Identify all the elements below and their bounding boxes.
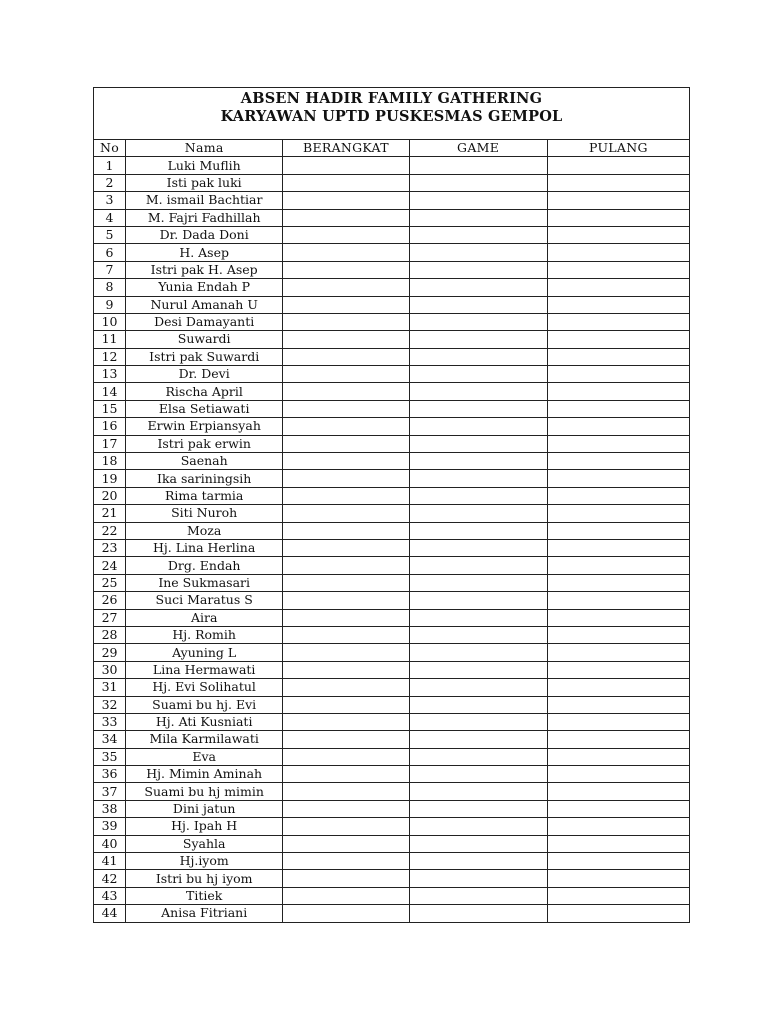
title-line-1: ABSEN HADIR FAMILY GATHERING bbox=[240, 90, 543, 107]
table-row bbox=[94, 418, 690, 435]
table-row bbox=[94, 818, 690, 835]
table-row bbox=[94, 731, 690, 748]
row-no-cell: 33 bbox=[94, 713, 126, 730]
pulang-cell[interactable] bbox=[547, 835, 689, 852]
row-name-cell: Anisa Fitriani bbox=[126, 905, 283, 922]
berangkat-cell[interactable] bbox=[283, 539, 409, 556]
berangkat-cell[interactable] bbox=[283, 818, 409, 835]
row-no-cell: 29 bbox=[94, 644, 126, 661]
row-no-cell: 9 bbox=[94, 296, 126, 313]
pulang-cell[interactable] bbox=[547, 487, 689, 504]
pulang-cell[interactable] bbox=[547, 557, 689, 574]
row-no-cell: 25 bbox=[94, 574, 126, 591]
row-no-cell: 12 bbox=[94, 348, 126, 365]
pulang-cell[interactable] bbox=[547, 505, 689, 522]
row-name-cell: Lina Hermawati bbox=[126, 661, 283, 678]
pulang-cell[interactable] bbox=[547, 887, 689, 904]
row-name-cell: Suami bu hj. Evi bbox=[126, 696, 283, 713]
berangkat-cell[interactable] bbox=[283, 574, 409, 591]
table-row bbox=[94, 696, 690, 713]
pulang-cell[interactable] bbox=[547, 661, 689, 678]
pulang-cell[interactable] bbox=[547, 435, 689, 452]
table-row bbox=[94, 400, 690, 417]
row-name-cell: Hj. Ati Kusniati bbox=[126, 713, 283, 730]
pulang-cell[interactable] bbox=[547, 400, 689, 417]
table-row bbox=[94, 644, 690, 661]
berangkat-cell[interactable] bbox=[283, 870, 409, 887]
game-cell[interactable] bbox=[409, 366, 547, 383]
pulang-cell[interactable] bbox=[547, 174, 689, 191]
row-no-cell: 7 bbox=[94, 261, 126, 278]
game-cell[interactable] bbox=[409, 157, 547, 174]
game-cell[interactable] bbox=[409, 487, 547, 504]
row-no-cell: 14 bbox=[94, 383, 126, 400]
berangkat-cell[interactable] bbox=[283, 453, 409, 470]
game-cell[interactable] bbox=[409, 696, 547, 713]
attendance-table bbox=[93, 139, 690, 923]
berangkat-cell[interactable] bbox=[283, 296, 409, 313]
pulang-cell[interactable] bbox=[547, 766, 689, 783]
row-no-cell: 6 bbox=[94, 244, 126, 261]
row-no-cell: 39 bbox=[94, 818, 126, 835]
table-row bbox=[94, 470, 690, 487]
game-cell[interactable] bbox=[409, 470, 547, 487]
berangkat-cell[interactable] bbox=[283, 644, 409, 661]
row-no-cell: 17 bbox=[94, 435, 126, 452]
pulang-cell[interactable] bbox=[547, 453, 689, 470]
table-row bbox=[94, 366, 690, 383]
table-row bbox=[94, 226, 690, 243]
title-line-2: KARYAWAN UPTD PUSKESMAS GEMPOL bbox=[220, 108, 563, 125]
row-no-cell: 24 bbox=[94, 557, 126, 574]
game-cell[interactable] bbox=[409, 296, 547, 313]
row-no-cell: 28 bbox=[94, 626, 126, 643]
row-no-cell: 2 bbox=[94, 174, 126, 191]
berangkat-cell[interactable] bbox=[283, 418, 409, 435]
table-row bbox=[94, 174, 690, 191]
row-no-cell: 41 bbox=[94, 853, 126, 870]
row-name-cell: Suami bu hj mimin bbox=[126, 783, 283, 800]
row-name-cell: Hj. Lina Herlina bbox=[126, 539, 283, 556]
table-row bbox=[94, 192, 690, 209]
pulang-cell[interactable] bbox=[547, 383, 689, 400]
game-cell[interactable] bbox=[409, 400, 547, 417]
row-name-cell: Erwin Erpiansyah bbox=[126, 418, 283, 435]
game-cell[interactable] bbox=[409, 783, 547, 800]
row-no-cell: 8 bbox=[94, 279, 126, 296]
table-row bbox=[94, 435, 690, 452]
pulang-cell[interactable] bbox=[547, 366, 689, 383]
row-name-cell: Dr. Dada Doni bbox=[126, 226, 283, 243]
berangkat-cell[interactable] bbox=[283, 348, 409, 365]
pulang-cell[interactable] bbox=[547, 226, 689, 243]
table-row bbox=[94, 539, 690, 556]
row-no-cell: 27 bbox=[94, 609, 126, 626]
game-cell[interactable] bbox=[409, 331, 547, 348]
row-name-cell: Hj. Evi Solihatul bbox=[126, 679, 283, 696]
pulang-cell[interactable] bbox=[547, 261, 689, 278]
row-name-cell: Hj. Romih bbox=[126, 626, 283, 643]
row-no-cell: 31 bbox=[94, 679, 126, 696]
row-name-cell: Hj. Ipah H bbox=[126, 818, 283, 835]
pulang-cell[interactable] bbox=[547, 313, 689, 330]
berangkat-cell[interactable] bbox=[283, 592, 409, 609]
game-cell[interactable] bbox=[409, 313, 547, 330]
game-cell[interactable] bbox=[409, 435, 547, 452]
pulang-cell[interactable] bbox=[547, 696, 689, 713]
row-name-cell: Nurul Amanah U bbox=[126, 296, 283, 313]
pulang-cell[interactable] bbox=[547, 870, 689, 887]
pulang-cell[interactable] bbox=[547, 244, 689, 261]
row-name-cell: Desi Damayanti bbox=[126, 313, 283, 330]
berangkat-cell[interactable] bbox=[283, 679, 409, 696]
row-no-cell: 1 bbox=[94, 157, 126, 174]
game-cell[interactable] bbox=[409, 766, 547, 783]
row-name-cell: Istri bu hj iyom bbox=[126, 870, 283, 887]
berangkat-cell[interactable] bbox=[283, 905, 409, 922]
pulang-cell[interactable] bbox=[547, 296, 689, 313]
berangkat-cell[interactable] bbox=[283, 731, 409, 748]
game-cell[interactable] bbox=[409, 905, 547, 922]
row-no-cell: 35 bbox=[94, 748, 126, 765]
pulang-cell[interactable] bbox=[547, 331, 689, 348]
pulang-cell[interactable] bbox=[547, 522, 689, 539]
berangkat-cell[interactable] bbox=[283, 696, 409, 713]
table-row bbox=[94, 835, 690, 852]
row-no-cell: 43 bbox=[94, 887, 126, 904]
game-cell[interactable] bbox=[409, 418, 547, 435]
pulang-cell[interactable] bbox=[547, 905, 689, 922]
pulang-cell[interactable] bbox=[547, 279, 689, 296]
row-no-cell: 42 bbox=[94, 870, 126, 887]
game-cell[interactable] bbox=[409, 644, 547, 661]
row-name-cell: Istri pak Suwardi bbox=[126, 348, 283, 365]
row-name-cell: Saenah bbox=[126, 453, 283, 470]
berangkat-cell[interactable] bbox=[283, 522, 409, 539]
game-cell[interactable] bbox=[409, 192, 547, 209]
table-row bbox=[94, 331, 690, 348]
table-row bbox=[94, 157, 690, 174]
game-cell[interactable] bbox=[409, 383, 547, 400]
row-no-cell: 4 bbox=[94, 209, 126, 226]
row-name-cell: Titiek bbox=[126, 887, 283, 904]
berangkat-cell[interactable] bbox=[283, 748, 409, 765]
column-header-nama: Nama bbox=[126, 140, 283, 157]
row-name-cell: Ika sariningsih bbox=[126, 470, 283, 487]
berangkat-cell[interactable] bbox=[283, 887, 409, 904]
table-row bbox=[94, 609, 690, 626]
table-row bbox=[94, 783, 690, 800]
game-cell[interactable] bbox=[409, 226, 547, 243]
row-name-cell: Istri pak erwin bbox=[126, 435, 283, 452]
table-row bbox=[94, 905, 690, 922]
row-name-cell: Dr. Devi bbox=[126, 366, 283, 383]
row-no-cell: 3 bbox=[94, 192, 126, 209]
row-name-cell: Siti Nuroh bbox=[126, 505, 283, 522]
pulang-cell[interactable] bbox=[547, 853, 689, 870]
row-name-cell: Istri pak H. Asep bbox=[126, 261, 283, 278]
pulang-cell[interactable] bbox=[547, 348, 689, 365]
row-name-cell: Drg. Endah bbox=[126, 557, 283, 574]
row-no-cell: 40 bbox=[94, 835, 126, 852]
attendance-sheet bbox=[93, 87, 690, 923]
berangkat-cell[interactable] bbox=[283, 713, 409, 730]
berangkat-cell[interactable] bbox=[283, 835, 409, 852]
row-name-cell: Aira bbox=[126, 609, 283, 626]
berangkat-cell[interactable] bbox=[283, 192, 409, 209]
game-cell[interactable] bbox=[409, 505, 547, 522]
row-no-cell: 30 bbox=[94, 661, 126, 678]
row-name-cell: M. ismail Bachtiar bbox=[126, 192, 283, 209]
game-cell[interactable] bbox=[409, 800, 547, 817]
table-row bbox=[94, 661, 690, 678]
row-no-cell: 34 bbox=[94, 731, 126, 748]
game-cell[interactable] bbox=[409, 453, 547, 470]
pulang-cell[interactable] bbox=[547, 418, 689, 435]
berangkat-cell[interactable] bbox=[283, 435, 409, 452]
pulang-cell[interactable] bbox=[547, 192, 689, 209]
pulang-cell[interactable] bbox=[547, 609, 689, 626]
pulang-cell[interactable] bbox=[547, 731, 689, 748]
row-no-cell: 23 bbox=[94, 539, 126, 556]
row-name-cell: Isti pak luki bbox=[126, 174, 283, 191]
berangkat-cell[interactable] bbox=[283, 383, 409, 400]
row-name-cell: Syahla bbox=[126, 835, 283, 852]
berangkat-cell[interactable] bbox=[283, 244, 409, 261]
pulang-cell[interactable] bbox=[547, 713, 689, 730]
game-cell[interactable] bbox=[409, 574, 547, 591]
row-name-cell: H. Asep bbox=[126, 244, 283, 261]
table-row bbox=[94, 574, 690, 591]
game-cell[interactable] bbox=[409, 713, 547, 730]
row-name-cell: Luki Muflih bbox=[126, 157, 283, 174]
game-cell[interactable] bbox=[409, 279, 547, 296]
row-name-cell: Suwardi bbox=[126, 331, 283, 348]
pulang-cell[interactable] bbox=[547, 539, 689, 556]
berangkat-cell[interactable] bbox=[283, 313, 409, 330]
row-no-cell: 36 bbox=[94, 766, 126, 783]
row-no-cell: 15 bbox=[94, 400, 126, 417]
pulang-cell[interactable] bbox=[547, 626, 689, 643]
column-header-pulang: PULANG bbox=[547, 140, 689, 157]
row-name-cell: Elsa Setiawati bbox=[126, 400, 283, 417]
row-no-cell: 32 bbox=[94, 696, 126, 713]
table-row bbox=[94, 557, 690, 574]
berangkat-cell[interactable] bbox=[283, 505, 409, 522]
game-cell[interactable] bbox=[409, 174, 547, 191]
row-no-cell: 44 bbox=[94, 905, 126, 922]
game-cell[interactable] bbox=[409, 522, 547, 539]
row-no-cell: 11 bbox=[94, 331, 126, 348]
berangkat-cell[interactable] bbox=[283, 557, 409, 574]
table-row bbox=[94, 279, 690, 296]
table-row bbox=[94, 679, 690, 696]
row-no-cell: 5 bbox=[94, 226, 126, 243]
column-header-berangkat: BERANGKAT bbox=[283, 140, 409, 157]
title-box bbox=[93, 87, 690, 139]
row-no-cell: 10 bbox=[94, 313, 126, 330]
table-row bbox=[94, 505, 690, 522]
row-no-cell: 18 bbox=[94, 453, 126, 470]
game-cell[interactable] bbox=[409, 209, 547, 226]
pulang-cell[interactable] bbox=[547, 748, 689, 765]
berangkat-cell[interactable] bbox=[283, 331, 409, 348]
pulang-cell[interactable] bbox=[547, 157, 689, 174]
header-row bbox=[94, 140, 690, 157]
row-name-cell: Eva bbox=[126, 748, 283, 765]
game-cell[interactable] bbox=[409, 557, 547, 574]
game-cell[interactable] bbox=[409, 261, 547, 278]
table-row bbox=[94, 313, 690, 330]
row-name-cell: Mila Karmilawati bbox=[126, 731, 283, 748]
pulang-cell[interactable] bbox=[547, 209, 689, 226]
table-row bbox=[94, 592, 690, 609]
game-cell[interactable] bbox=[409, 244, 547, 261]
table-row bbox=[94, 748, 690, 765]
row-no-cell: 20 bbox=[94, 487, 126, 504]
game-cell[interactable] bbox=[409, 731, 547, 748]
berangkat-cell[interactable] bbox=[283, 766, 409, 783]
row-no-cell: 22 bbox=[94, 522, 126, 539]
game-cell[interactable] bbox=[409, 887, 547, 904]
pulang-cell[interactable] bbox=[547, 470, 689, 487]
berangkat-cell[interactable] bbox=[283, 609, 409, 626]
row-name-cell: Ayuning L bbox=[126, 644, 283, 661]
table-row bbox=[94, 487, 690, 504]
row-no-cell: 13 bbox=[94, 366, 126, 383]
berangkat-cell[interactable] bbox=[283, 487, 409, 504]
berangkat-cell[interactable] bbox=[283, 661, 409, 678]
row-name-cell: Dini jatun bbox=[126, 800, 283, 817]
table-row bbox=[94, 348, 690, 365]
table-row bbox=[94, 887, 690, 904]
berangkat-cell[interactable] bbox=[283, 366, 409, 383]
table-row bbox=[94, 870, 690, 887]
berangkat-cell[interactable] bbox=[283, 226, 409, 243]
berangkat-cell[interactable] bbox=[283, 470, 409, 487]
game-cell[interactable] bbox=[409, 626, 547, 643]
row-name-cell: Ine Sukmasari bbox=[126, 574, 283, 591]
column-header-no: No bbox=[94, 140, 126, 157]
column-header-game: GAME bbox=[409, 140, 547, 157]
table-row bbox=[94, 713, 690, 730]
table-row bbox=[94, 244, 690, 261]
row-no-cell: 21 bbox=[94, 505, 126, 522]
pulang-cell[interactable] bbox=[547, 679, 689, 696]
pulang-cell[interactable] bbox=[547, 783, 689, 800]
game-cell[interactable] bbox=[409, 592, 547, 609]
pulang-cell[interactable] bbox=[547, 592, 689, 609]
berangkat-cell[interactable] bbox=[283, 400, 409, 417]
table-row bbox=[94, 853, 690, 870]
game-cell[interactable] bbox=[409, 539, 547, 556]
row-name-cell: Yunia Endah P bbox=[126, 279, 283, 296]
berangkat-cell[interactable] bbox=[283, 783, 409, 800]
berangkat-cell[interactable] bbox=[283, 157, 409, 174]
row-name-cell: Moza bbox=[126, 522, 283, 539]
pulang-cell[interactable] bbox=[547, 818, 689, 835]
row-no-cell: 38 bbox=[94, 800, 126, 817]
pulang-cell[interactable] bbox=[547, 644, 689, 661]
row-no-cell: 16 bbox=[94, 418, 126, 435]
row-no-cell: 19 bbox=[94, 470, 126, 487]
table-row bbox=[94, 209, 690, 226]
table-row bbox=[94, 261, 690, 278]
table-row bbox=[94, 626, 690, 643]
row-name-cell: Suci Maratus S bbox=[126, 592, 283, 609]
row-name-cell: Hj. Mimin Aminah bbox=[126, 766, 283, 783]
row-name-cell: M. Fajri Fadhillah bbox=[126, 209, 283, 226]
berangkat-cell[interactable] bbox=[283, 800, 409, 817]
table-row bbox=[94, 383, 690, 400]
game-cell[interactable] bbox=[409, 679, 547, 696]
game-cell[interactable] bbox=[409, 870, 547, 887]
game-cell[interactable] bbox=[409, 609, 547, 626]
pulang-cell[interactable] bbox=[547, 800, 689, 817]
game-cell[interactable] bbox=[409, 835, 547, 852]
game-cell[interactable] bbox=[409, 748, 547, 765]
pulang-cell[interactable] bbox=[547, 574, 689, 591]
berangkat-cell[interactable] bbox=[283, 261, 409, 278]
table-row bbox=[94, 766, 690, 783]
table-row bbox=[94, 522, 690, 539]
game-cell[interactable] bbox=[409, 661, 547, 678]
row-no-cell: 26 bbox=[94, 592, 126, 609]
berangkat-cell[interactable] bbox=[283, 174, 409, 191]
row-no-cell: 37 bbox=[94, 783, 126, 800]
berangkat-cell[interactable] bbox=[283, 626, 409, 643]
row-name-cell: Rischa April bbox=[126, 383, 283, 400]
berangkat-cell[interactable] bbox=[283, 209, 409, 226]
row-name-cell: Rima tarmia bbox=[126, 487, 283, 504]
table-row bbox=[94, 296, 690, 313]
table-row bbox=[94, 453, 690, 470]
table-row bbox=[94, 800, 690, 817]
game-cell[interactable] bbox=[409, 348, 547, 365]
berangkat-cell[interactable] bbox=[283, 279, 409, 296]
game-cell[interactable] bbox=[409, 853, 547, 870]
berangkat-cell[interactable] bbox=[283, 853, 409, 870]
row-name-cell: Hj.iyom bbox=[126, 853, 283, 870]
game-cell[interactable] bbox=[409, 818, 547, 835]
